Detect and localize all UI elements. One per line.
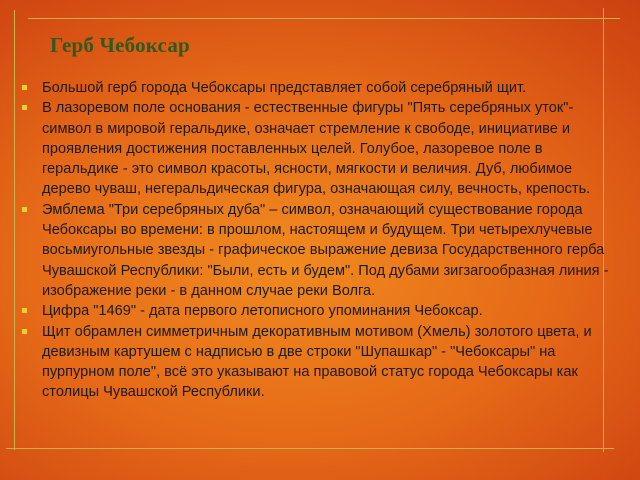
bullet-item-1 xyxy=(22,78,612,98)
slide-title: Герб Чебоксар xyxy=(50,33,190,57)
bullet-item-2 xyxy=(22,98,612,199)
decorative-rule-left xyxy=(14,10,15,450)
square-bullet-icon xyxy=(22,308,27,313)
square-bullet-icon xyxy=(22,207,27,212)
bullet-item-3 xyxy=(22,200,612,301)
bullet-text: В лазоревом поле основания - естественные фигуры "Пять серебряных уток"- символ в мировой геральдике, означает стремление к свободе, инициативе и проявления достижения поставленных целей. Голубое, лазоревое поле в геральдике - это символ красоты, ясности, мягкости и величия. Дуб, любимое дерево чуваш, негеральдическая фигура, означающая силу, вечность, крепость. xyxy=(42,100,591,198)
bullet-text: Эмблема "Три серебряных дуба" – символ, означающий существование города Чебоксары во времени: в прошлом, настоящем и будущем. Три четырехлучевые восьмиугольные звезды - графическое выражение девиза Государственного герба Чувашской Республики: "Были, есть и будем". Под дубами зигзагообразная линия - изображение реки - в данном случае реки Волга. xyxy=(42,201,609,299)
bullet-list xyxy=(22,78,612,403)
decorative-rule-bottom xyxy=(6,448,614,449)
square-bullet-icon xyxy=(22,329,27,334)
bullet-item-4 xyxy=(22,301,612,321)
square-bullet-icon xyxy=(22,85,27,90)
decorative-rule-top xyxy=(28,18,620,19)
bullet-text: Большой герб города Чебоксары представляет собой серебряный щит. xyxy=(42,80,527,96)
bullet-text: Цифра "1469" - дата первого летописного упоминания Чебоксар. xyxy=(42,303,483,320)
bullet-item-5 xyxy=(22,322,612,403)
square-bullet-icon xyxy=(22,105,27,110)
bullet-text: Щит обрамлен симметричным декоративным мотивом (Хмель) золотого цвета, и девизным картушем с надписью в две строки "Шупашкар" - "Чебоксары" на пурпурном поле", всё это указывают на правовой статус города Чебоксары как столицы Чувашской Республики. xyxy=(42,323,592,401)
